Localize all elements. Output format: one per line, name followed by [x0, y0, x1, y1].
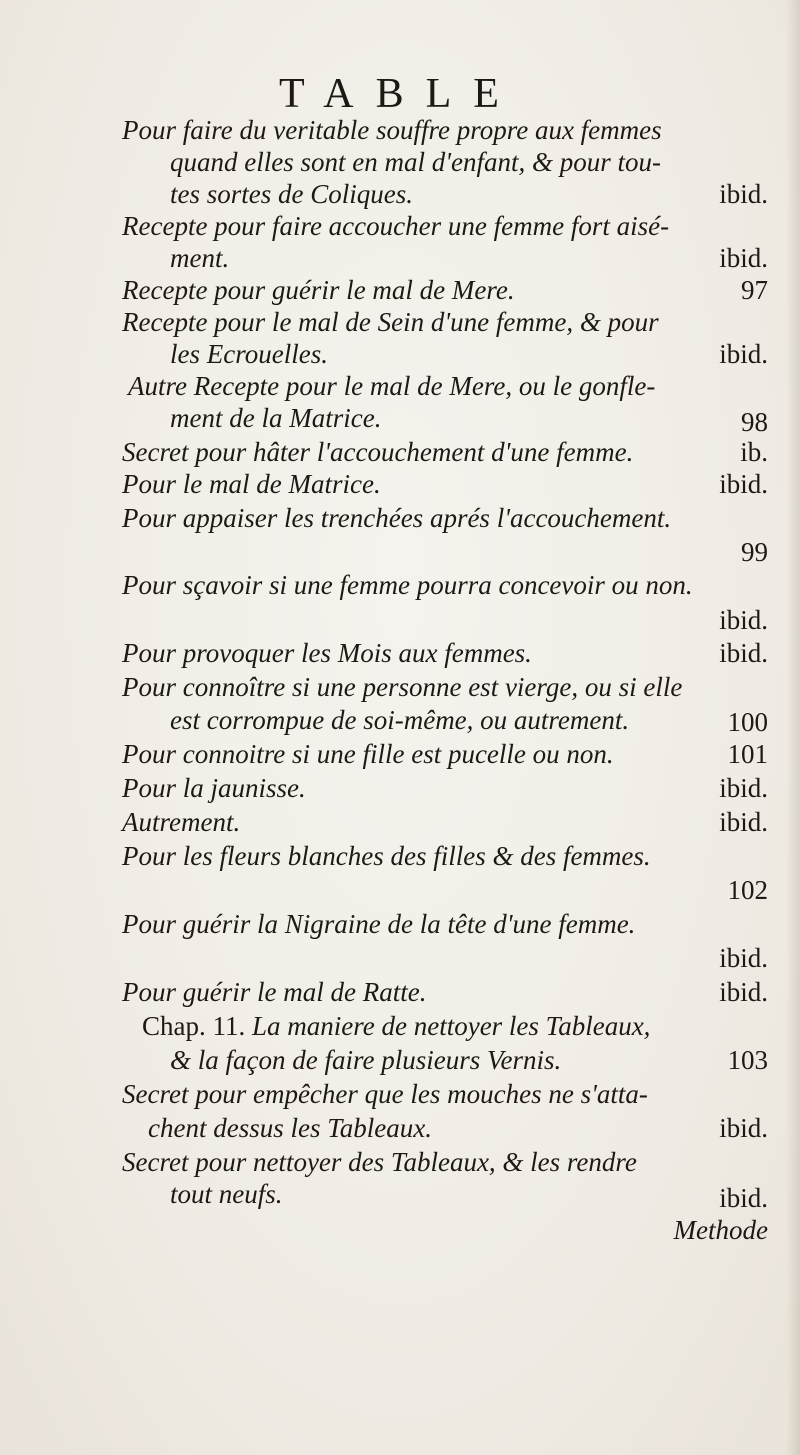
- toc-entry-line: Recepte pour guérir le mal de Mere.: [122, 275, 515, 305]
- toc-entry-line: Pour faire du veritable souffre propre aux femmes: [122, 115, 662, 145]
- toc-page-number: 101: [727, 739, 768, 769]
- toc-chapter-line: [142, 1011, 650, 1041]
- toc-entry-line: quand elles sont en mal d'enfant, & pour tou-: [170, 147, 661, 177]
- toc-page-number: ibid.: [719, 339, 768, 369]
- toc-page-number: ibid.: [719, 243, 768, 273]
- page-header-title: TABLE: [279, 71, 521, 117]
- toc-entry-line: Pour sçavoir si une femme pourra concevoir ou non.: [122, 570, 693, 600]
- toc-page-number: ibid.: [719, 605, 768, 635]
- toc-entry-line: & la façon de faire plusieurs Vernis.: [170, 1045, 562, 1075]
- toc-entry-line: Pour guérir le mal de Ratte.: [122, 977, 427, 1007]
- catchword: Methode: [673, 1215, 768, 1245]
- toc-entry-line: Pour la jaunisse.: [122, 773, 306, 803]
- toc-entry-line: Autre Recepte pour le mal de Mere, ou le gonfle-: [128, 371, 656, 401]
- toc-entry-line: Pour connoître si une personne est vierge, ou si elle: [122, 672, 683, 702]
- toc-page-number: ib.: [740, 437, 768, 467]
- toc-entry-line: Recepte pour le mal de Sein d'une femme, & pour: [122, 307, 659, 337]
- toc-page-number: 103: [727, 1045, 768, 1075]
- chapter-label: Chap. 11.: [142, 1011, 246, 1041]
- chapter-title: La maniere de nettoyer les Tableaux,: [252, 1011, 651, 1041]
- toc-entry-line: Pour connoitre si une fille est pucelle ou non.: [122, 739, 614, 769]
- toc-entry-line: ment.: [170, 243, 230, 273]
- toc-page-number: ibid.: [719, 638, 768, 668]
- toc-entry-line: chent dessus les Tableaux.: [148, 1113, 432, 1143]
- toc-page-number: ibid.: [719, 807, 768, 837]
- toc-page-number: ibid.: [719, 773, 768, 803]
- toc-page-number: ibid.: [719, 1183, 768, 1213]
- toc-entry-line: est corrompue de soi-même, ou autrement.: [170, 705, 630, 735]
- toc-entry-line: Autrement.: [122, 807, 241, 837]
- toc-entry-line: Pour provoquer les Mois aux femmes.: [122, 638, 532, 668]
- toc-page-number: 102: [727, 875, 768, 905]
- toc-entry-line: tout neufs.: [170, 1179, 283, 1209]
- toc-entry-line: Secret pour empêcher que les mouches ne s'atta-: [122, 1079, 648, 1109]
- toc-page-number: ibid.: [719, 977, 768, 1007]
- toc-entry-line: Pour le mal de Matrice.: [122, 469, 381, 499]
- toc-page-number: ibid.: [719, 469, 768, 499]
- toc-page-number: ibid.: [719, 179, 768, 209]
- toc-entry-line: les Ecrouelles.: [170, 339, 328, 369]
- toc-page-number: 99: [741, 537, 768, 567]
- toc-entry-line: Recepte pour faire accoucher une femme fort aisé-: [122, 211, 670, 241]
- toc-entry-line: Pour les fleurs blanches des filles & des femmes.: [122, 841, 651, 871]
- page-spine-shadow: [786, 0, 800, 1455]
- toc-entry-line: tes sortes de Coliques.: [170, 179, 413, 209]
- toc-page-number: 98: [741, 407, 768, 437]
- toc-entry-line: Pour appaiser les trenchées aprés l'accouchement.: [122, 503, 672, 533]
- toc-entry-line: Secret pour hâter l'accouchement d'une femme.: [122, 437, 634, 467]
- toc-entry-line: ment de la Matrice.: [170, 403, 382, 433]
- toc-entry-line: Secret pour nettoyer des Tableaux, & les rendre: [122, 1147, 637, 1177]
- toc-page-number: ibid.: [719, 943, 768, 973]
- toc-page-number: ibid.: [719, 1113, 768, 1143]
- toc-entry-line: Pour guérir la Nigraine de la tête d'une femme.: [122, 909, 636, 939]
- toc-page-number: 100: [727, 707, 768, 737]
- toc-page-number: 97: [741, 275, 768, 305]
